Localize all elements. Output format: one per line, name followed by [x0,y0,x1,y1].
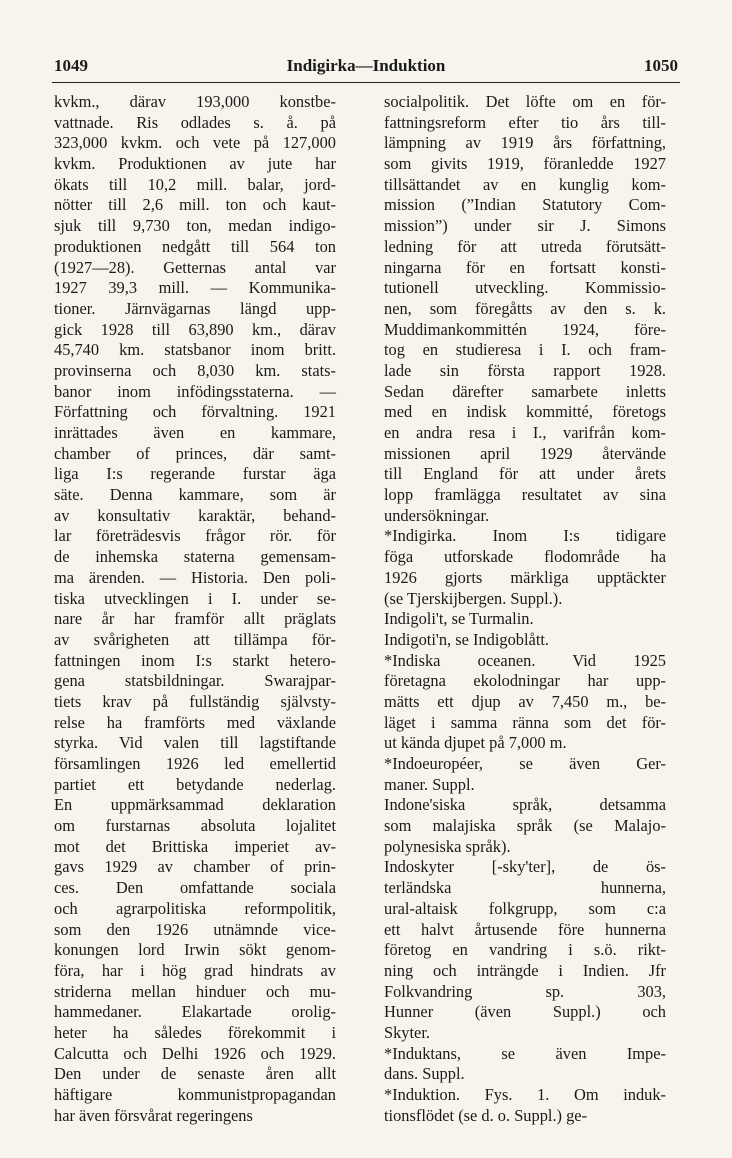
header-rule [52,82,680,83]
text-line: Folkvandring sp. 303, [384,981,666,1001]
text-line: provinserna och 8,030 km. stats- [54,360,336,380]
running-title: Indigirka—Induktion [286,56,446,75]
text-line: tillsättandet av en kunglig kom- [384,174,666,194]
text-line: föra, har i hög grad hindrats av [54,960,336,980]
text-line: liga I:s regerande furstar äga [54,464,336,484]
text-line: dans. Suppl. [384,1064,465,1084]
page-header [52,52,680,82]
text-line: Indigoli't, se Turmalin. [384,609,534,629]
text-line: Indoskyter [-sky'ter], de ös- [384,857,666,877]
text-line: som malajiska språk (se Malajo- [384,816,666,836]
text-line: hammedaner. Elakartade orolig- [54,1002,336,1022]
text-line: ces. Den omfattande sociala [54,878,336,898]
text-line: gick 1928 till 63,890 km., därav [54,319,336,339]
text-line: ning och inträngde i Indien. Jfr [384,960,666,980]
text-line: striderna mellan hinduer och mu- [54,981,336,1001]
text-line: häftigare kommunistpropagandan [54,1085,336,1104]
text-line: gena statsbildningar. Swarajpar- [54,671,336,691]
text-line: (1927—28). Getternas antal var [54,257,336,277]
text-line: lade sin första rapport 1928. [384,360,666,380]
text-line: missionen april 1929 återvände [384,443,666,463]
text-line: föga utforskade flodområde ha [384,547,666,567]
text-line: *Indigirka. Inom I:s tidigare [384,526,666,546]
text-line: lämpning av 1919 års författning, [384,133,666,153]
text-line: ut kända djupet på 7,000 m. [384,733,567,753]
text-line: mission”) under sir J. Simons [384,216,666,236]
text-line: En uppmärksammad deklaration [54,795,336,815]
text-line: Indone'siska språk, detsamma [384,795,666,815]
text-line: nötter till 2,6 mill. ton och kaut- [54,195,336,215]
text-line: och agrarpolitiska reformpolitik, [54,898,336,918]
text-line: chamber of princes, där samt- [54,443,336,463]
text-line: Indigoti'n, se Indigoblått. [384,629,550,649]
text-line: mätts ett djup av 7,450 m., be- [384,691,666,711]
text-line: Författning och förvaltning. 1921 [54,402,336,422]
text-line: *Indiska oceanen. Vid 1925 [384,650,666,670]
text-line: tionsflödet (se d. o. Suppl.) ge- [384,1105,588,1125]
text-line: nen, som föregåtts av den s. k. [384,298,666,318]
text-line: ural-altaisk folkgrupp, som c:a [384,898,666,918]
text-line: tiets krav på fullständig självsty- [54,691,336,711]
text-line: kvkm., därav 193,000 konstbe- [54,92,336,111]
text-line: Den under de senaste åren allt [54,1064,336,1084]
text-line: vattnade. Ris odlades s. å. på [54,112,336,132]
text-line: terländska hunnerna, [384,878,666,898]
text-line: *Indoeuropéer, se även Ger- [384,754,666,773]
text-line: 1926 gjorts märkliga upptäckter [384,567,666,587]
text-line: ningarna för en fortsatt konsti- [384,257,666,277]
text-line: ledning för att utreda förutsätt- [384,236,666,256]
text-line: nare år har framför allt präglats [54,609,336,629]
text-line: ett halvt årtusende före hunnerna [384,919,666,939]
text-line: ökats till 10,2 mill. balar, jord- [54,174,336,194]
text-line: som den 1926 utnämnde vice- [54,919,336,939]
text-line: Sedan därefter samarbete inletts [384,381,666,401]
text-line: av svårigheten att tillämpa för- [54,629,336,649]
text-line: fattningsreform efter tio års till- [384,112,666,132]
text-line: inrättades även en kammare, [54,423,336,442]
text-line: tog en studieresa i I. och fram- [384,340,666,360]
text-line: Muddimankommittén 1924, före- [384,319,666,339]
text-line: som givits 1919, föranledde 1927 [384,154,666,174]
text-line: socialpolitik. Det löfte om en för- [384,92,666,111]
text-line: *Induktans, se även Impe- [384,1043,666,1063]
text-line: heter ha således förekommit i [54,1022,336,1042]
text-line: konungen lord Irwin sökt genom- [54,940,336,960]
text-line: företog en vandring i s.ö. rikt- [384,940,666,960]
text-line: de inhemska staterna gemensam- [54,547,336,567]
text-line: (se Tjerskijbergen. Suppl.). [384,588,563,608]
text-line: med en indisk kommitté, företogs [384,402,666,422]
page-number-right: 1050 [644,56,678,75]
text-line: ma ärenden. — Historia. Den poli- [54,567,336,587]
text-line: produktionen nedgått till 564 ton [54,236,336,256]
text-line: mission (”Indian Statutory Com- [384,195,666,215]
text-line: 1927 39,3 mill. — Kommunika- [54,278,336,298]
page-number-left: 1049 [54,56,88,75]
text-line: fattningen inom I:s starkt hetero- [54,650,336,670]
text-line: företagna ekolodningar har upp- [384,671,666,691]
text-line: av konsultativ karaktär, behand- [54,505,336,525]
text-line: Calcutta och Delhi 1926 och 1929. [54,1043,336,1063]
text-line: till England för att under årets [384,464,666,484]
text-line: lopp framlägga resultatet av sina [384,485,666,505]
text-line: säte. Denna kammare, som är [54,485,336,505]
text-line: församlingen 1926 led emellertid [54,754,336,773]
text-line: undersökningar. [384,505,490,525]
text-line: banor inom infödingsstaterna. — [54,381,336,401]
text-line: en andra resa i I., varifrån kom- [384,423,666,442]
text-line: maner. Suppl. [384,774,475,794]
text-line: styrka. Vid valen till lagstiftande [54,733,336,753]
text-line: kvkm. Produktionen av jute har [54,154,336,174]
right-column [384,92,666,1126]
text-line: relse ha framförts med växlande [54,712,336,732]
text-line: *Induktion. Fys. 1. Om induk- [384,1085,666,1104]
text-line: har även försvårat regeringens [54,1105,253,1125]
text-line: om furstarnas absoluta lojalitet [54,816,336,836]
text-line: sjuk till 9,730 ton, medan indigo- [54,216,336,236]
left-column [54,92,336,1126]
text-line: tiska utvecklingen i I. under se- [54,588,336,608]
text-line: lar företrädesvis frågor rör. för [54,526,336,546]
text-line: partiet ett betydande nederlag. [54,774,336,794]
text-line: Skyter. [384,1022,430,1042]
text-line: gavs 1929 av chamber of prin- [54,857,336,877]
text-line: 323,000 kvkm. och vete på 127,000 [54,133,336,153]
text-line: 45,740 km. statsbanor inom britt. [54,340,336,360]
text-line: läget i samma ränna som det för- [384,712,666,732]
text-line: polynesiska språk). [384,836,511,856]
text-line: tutionell utveckling. Kommissio- [384,278,666,298]
text-line: Hunner (även Suppl.) och [384,1002,666,1022]
text-line: mot det Brittiska imperiet av- [54,836,336,856]
text-line: tioner. Järnvägarnas längd upp- [54,298,336,318]
